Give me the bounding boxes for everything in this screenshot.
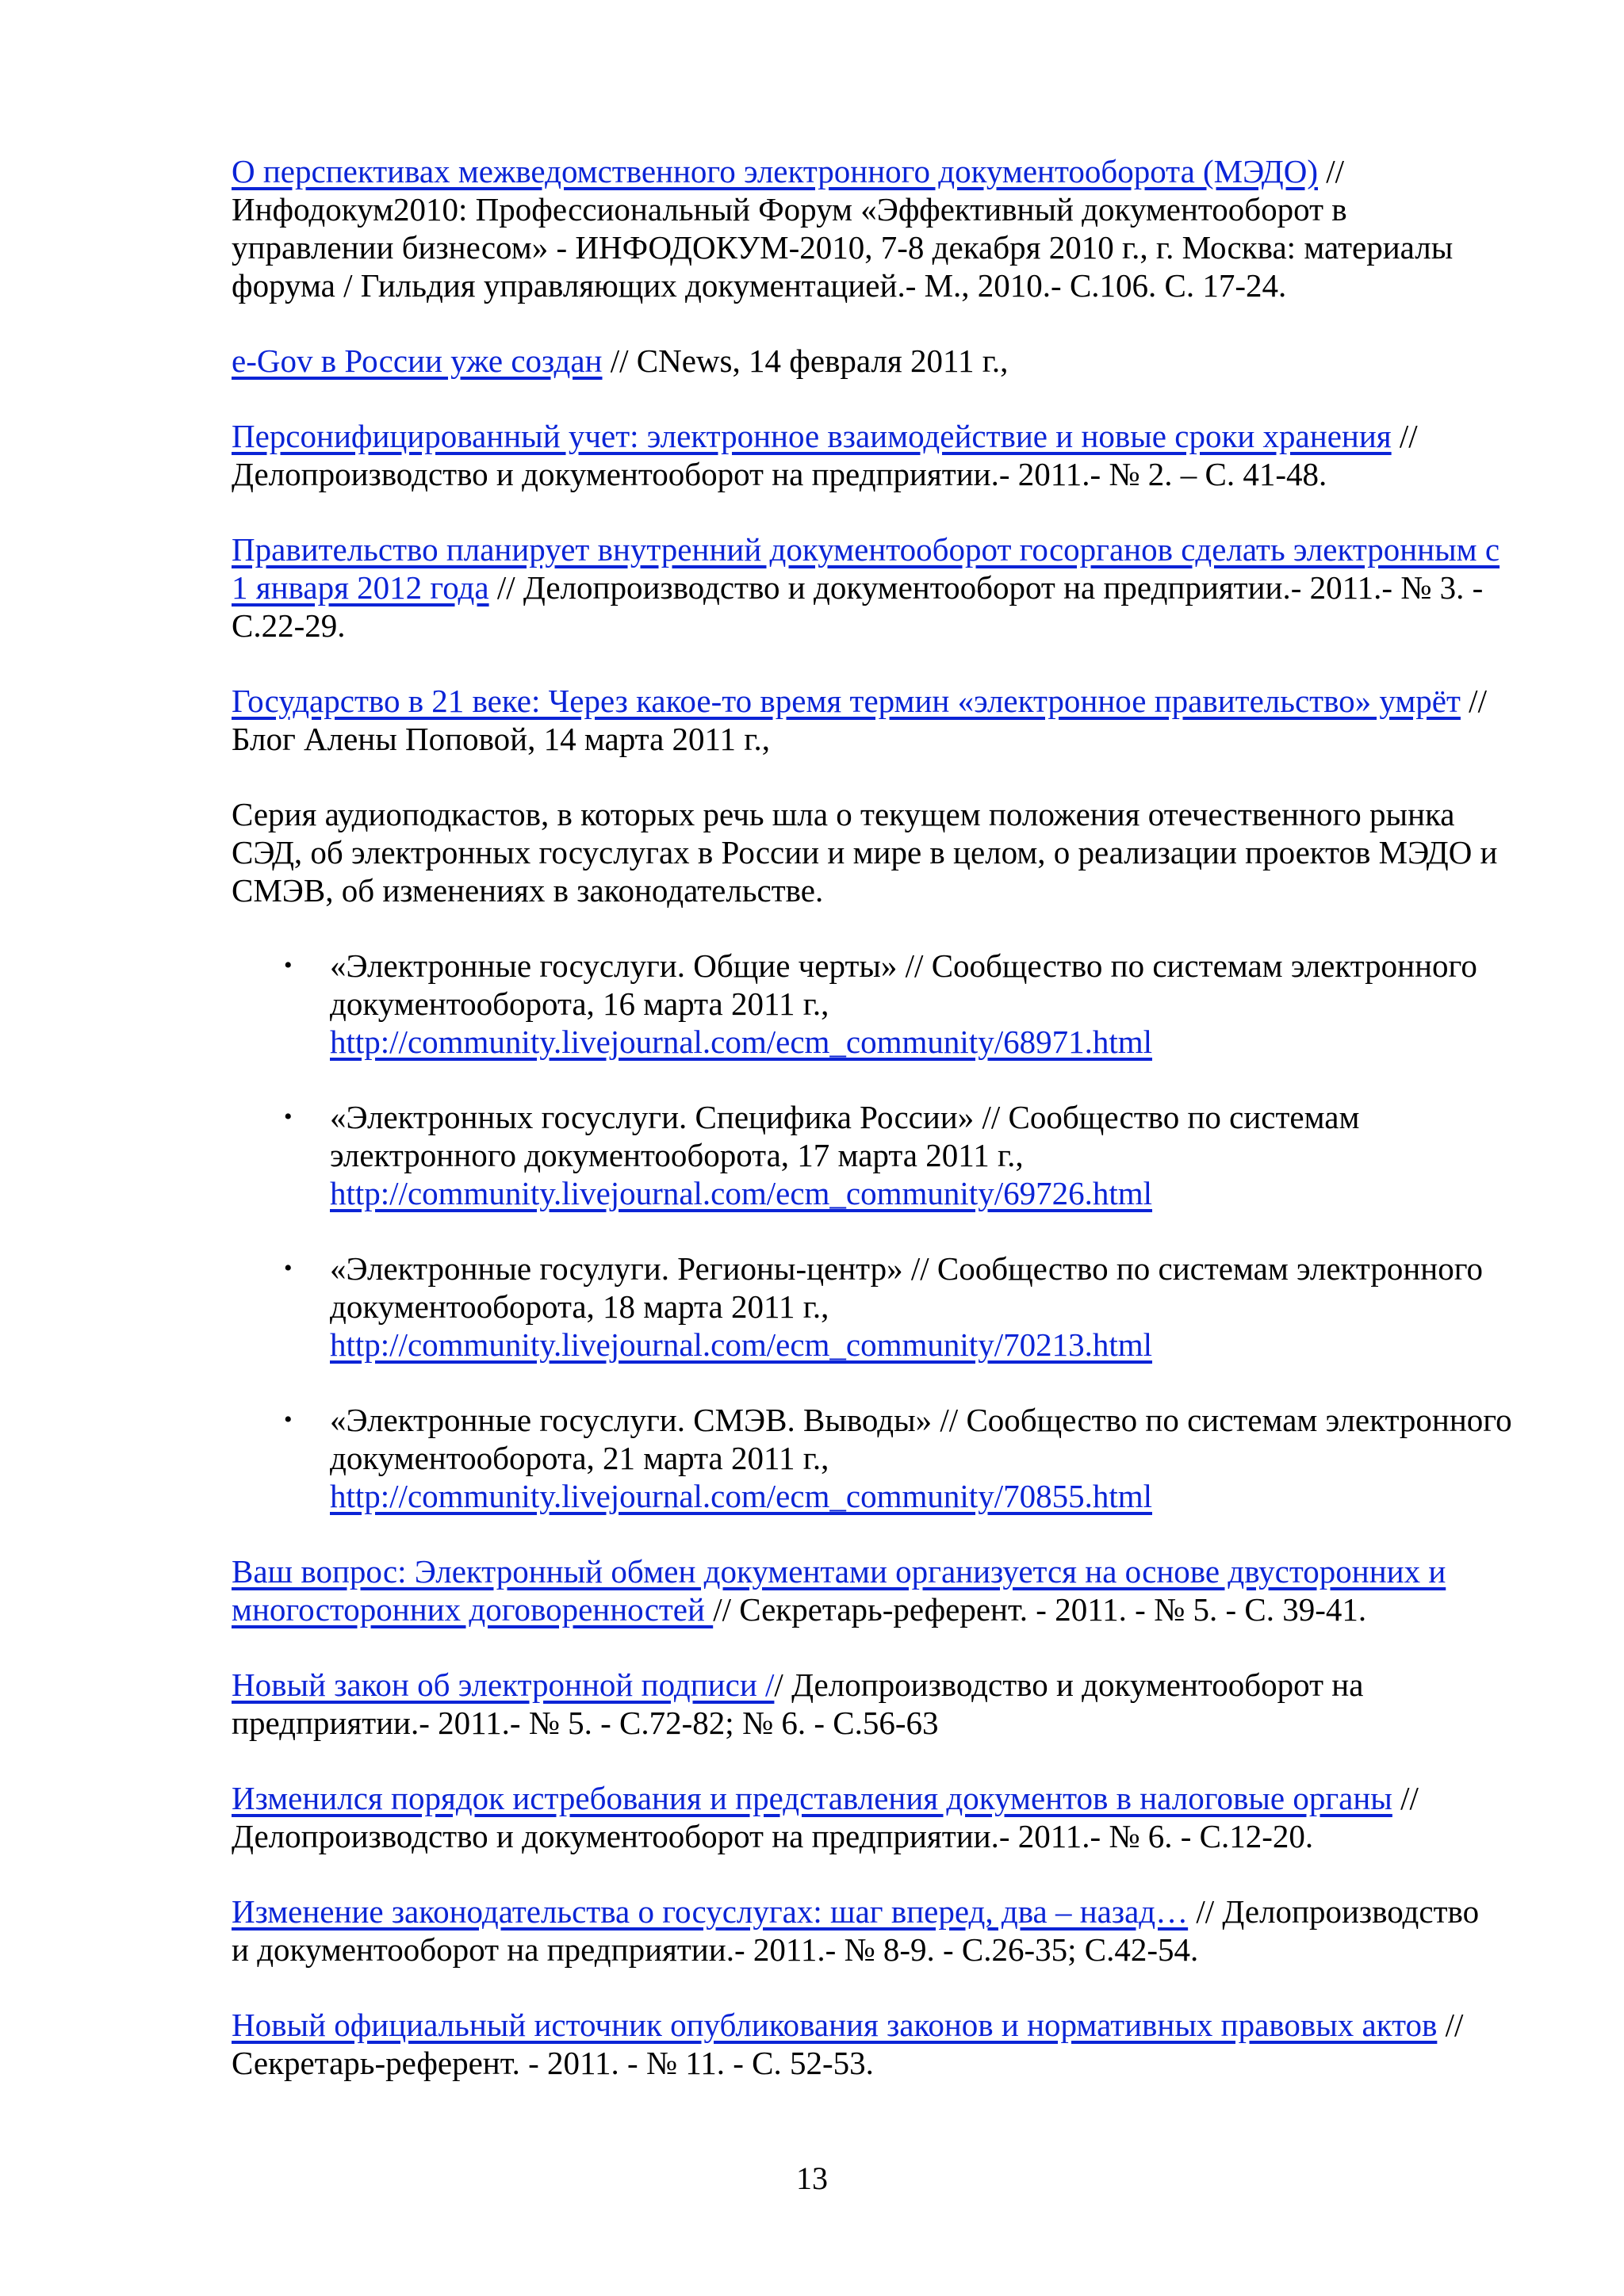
podcast-intro: Серия аудиоподкастов, в которых речь шла о текущем положения отечественного рынка СЭД, об электронных госуслугах в России и мире в целом, о реализации проектов МЭДО и СМЭВ, об изменениях в законодательстве. [232,796,1498,909]
list-item [232,1098,1519,1212]
reference-link[interactable]: Ваш вопрос: Электронный обмен документами организуется на основе двусторонних и многосторонних договоренностей [232,1553,1446,1628]
reference-citation: / Делопроизводство и документооборот на предприятии.- 2011.- № 5. - С.72-82; № 6. - С.56-63 [232,1667,1364,1741]
reference-entry [232,342,1500,380]
reference-link[interactable]: Государство в 21 веке: Через какое-то время термин «электронное правительство» умрёт [232,683,1461,719]
reference-entry [232,1552,1500,1628]
reference-citation: // Делопроизводство и документооборот на предприятии.- 2011.- № 8-9. - С.26-35; С.42-54. [232,1893,1480,1968]
list-item [232,1401,1519,1515]
bullet-icon: • [284,1104,293,1130]
page-content [232,152,1516,2119]
reference-citation: // Делопроизводство и документооборот на предприятии.- 2011.- № 2. – С. 41-48. [232,418,1418,492]
reference-link[interactable]: О перспективах межведомственного электронного документооборота (МЭДО) [232,153,1318,189]
bullet-icon: • [284,952,293,978]
reference-link[interactable]: Изменение законодательства о госуслугах: шаг вперед, два – назад… [232,1893,1189,1930]
reference-link[interactable]: Новый официальный источник опубликования законов и нормативных правовых актов [232,2007,1438,2043]
reference-link[interactable]: Персонифицированный учет: электронное взаимодействие и новые сроки хранения [232,418,1392,454]
reference-link[interactable]: e-Gov в России уже создан [232,342,603,379]
reference-citation: // Секретарь-референт. - 2011. - № 11. - С. 52-53. [232,2007,1464,2081]
reference-citation: // Делопроизводство и документооборот на предприятии.- 2011.- № 6. - С.12-20. [232,1780,1419,1854]
reference-entry [232,2006,1500,2082]
podcast-description: «Электронные госулуги. Регионы-центр» // Сообщество по системам электронного документооборота, 18 марта 2011 г., [330,1250,1484,1325]
bullet-icon: • [284,1255,293,1281]
reference-entry [232,152,1500,304]
reference-entry [232,530,1500,645]
podcast-description: «Электронные госуслуги. Общие черты» // Сообщество по системам электронного документооборота, 16 марта 2011 г., [330,947,1477,1022]
reference-entry [232,417,1500,493]
page-number: 13 [796,2160,828,2196]
podcast-list [232,947,1516,1515]
bullet-icon: • [284,1406,293,1433]
podcast-url-link[interactable]: http://community.livejournal.com/ecm_community/68971.html [330,1024,1153,1060]
podcast-description: «Электронных госуслуги. Специфика России» // Сообщество по системам электронного документооборота, 17 марта 2011 г., [330,1099,1360,1173]
podcast-url-link[interactable]: http://community.livejournal.com/ecm_community/70213.html [330,1326,1153,1363]
reference-entry [232,1779,1500,1855]
reference-link[interactable]: Правительство планирует внутренний документооборот госорганов сделать электронным с 1 января 2012 года [232,531,1500,606]
reference-entry [232,682,1500,758]
reference-entry [232,1666,1500,1742]
reference-citation: // Делопроизводство и документооборот на предприятии.- 2011.- № 3. - С.22-29. [232,569,1484,644]
reference-citation: // Секретарь-референт. - 2011. - № 5. - С. 39-41. [713,1591,1367,1628]
reference-citation: // Блог Алены Поповой, 14 марта 2011 г., [232,683,1487,757]
podcast-url-link[interactable]: http://community.livejournal.com/ecm_community/70855.html [330,1478,1153,1514]
podcast-description: «Электронные госуслуги. СМЭВ. Выводы» // Сообщество по системам электронного документооборота, 21 марта 2011 г., [330,1402,1512,1476]
list-item [232,1249,1519,1364]
reference-link[interactable]: Изменился порядок истребования и представления документов в налоговые органы [232,1780,1392,1816]
podcast-url-link[interactable]: http://community.livejournal.com/ecm_community/69726.html [330,1175,1153,1211]
reference-entry [232,1892,1500,1969]
reference-link[interactable]: Новый закон об электронной подписи / [232,1667,775,1703]
reference-citation: // CNews, 14 февраля 2011 г., [602,342,1009,379]
list-item [232,947,1519,1061]
reference-citation: // Инфодокум2010: Профессиональный Форум «Эффективный документооборот в управлении бизнесом» - ИНФОДОКУМ-2010, 7-8 декабря 2010 г., г. Москва: материалы форума / Гильдия управляющих документацией.- М., 2010.- С.106. С. 17-24. [232,153,1454,304]
